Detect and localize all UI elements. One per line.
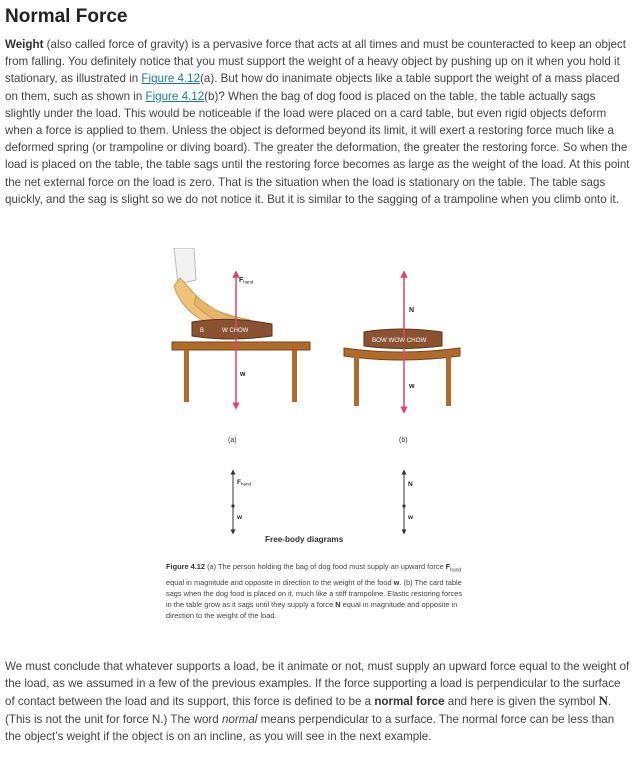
text-run: We must conclude that whatever supports a load, be it animate or not, must supply an upward force equal to the weight of the load, as we assumed in a few of the previous examples. If the force supporting a load is perpendicular to the surface of contact between the load and its support, this force is defined to be a — [5, 660, 630, 709]
conclusion-paragraph — [5, 658, 631, 745]
text-run: (also called force of gravity) is a pervasive force that acts at all times and must be counteracted to keep an object from falling. You definitely notice that you must support the weight of a heavy object by pushing up on it when you hold it stationary, as illustrated in — [5, 38, 626, 86]
normal-force-label: N — [409, 307, 415, 314]
scene-b — [344, 274, 460, 444]
caption-f-symbol: F — [445, 562, 451, 571]
text-run: means perpendicular to a surface. The normal force can be less than the object’s weight if the object is on an incline, as you will see in the next example. — [5, 712, 615, 743]
text-run: (a) The person holding the bag of dog food must supply an upward force — [205, 562, 446, 571]
text-run: . (This is not the unit for force N.) The word — [5, 695, 612, 726]
text-run: equal in magnitude and opposite in direction to the weight of the food — [166, 577, 394, 587]
table-a-top — [172, 342, 310, 350]
table-b-leg — [354, 354, 359, 406]
term-normal-italic: normal — [221, 712, 258, 726]
fbd-weight-label-a: w — [237, 514, 243, 521]
figure-4-12-link-b[interactable]: Figure 4.12 — [145, 89, 205, 103]
term-weight: Weight — [5, 38, 44, 51]
bag-a-text: W CHOW — [222, 328, 249, 334]
figure-4-12-link-a[interactable]: Figure 4.12 — [141, 72, 201, 86]
table-a-leg — [184, 350, 189, 402]
bag-a-left-letter: B — [200, 328, 205, 334]
fbd-b — [402, 472, 414, 532]
fbd-point-a — [231, 504, 234, 507]
fbd-point-b — [402, 504, 405, 507]
free-body-diagrams-title: Free-body diagrams — [265, 535, 344, 544]
intro-paragraph — [5, 36, 631, 208]
table-a-leg — [292, 350, 297, 402]
text-run: . (b) The card table sags when the dog food is placed on it, much like a stiff trampoline. Elastic restoring forces in the table grow as it sags until they supply a force — [166, 577, 463, 609]
bag-b-text: BOW WOW CHOW — [372, 337, 427, 344]
caption-w-symbol: w — [393, 577, 400, 587]
text-run: (b)? When the bag of dog food is placed on the table, the table actually sags slightly under the load. This would be noticeable if the load were placed on a card table, but even rigid objects deform when a force is applied to them. Unless the object is deformed beyond its limit, it will exert a restoring force much like a deformed spring (or trampoline or diving board). The greater the deformation, the greater the restoring force. So when the load is placed on the table, the table sags until the restoring force becomes as large as the weight of the load. At this point the net external force on the load is zero. That is the situation when the load is stationary on the table. The table sags quickly, and the sag is slight so we do not notice it. But it is similar to the sagging of a trampoline when you climb onto it. — [5, 89, 630, 206]
text-run: equal in magnitude and opposite in direction to the weight of the load. — [166, 599, 458, 620]
fbd-f-hand-label: $F_{hand}$ — [237, 479, 251, 487]
page-title: Normal Force — [5, 6, 128, 27]
weight-label-a: w — [240, 371, 246, 378]
caption-n-symbol: N — [335, 599, 341, 609]
caption-figure-number: Figure 4.12 — [166, 562, 206, 571]
f-hand-label: $F_{hand}$ — [239, 277, 254, 285]
sleeve-shape — [174, 248, 196, 284]
label-b: (b) — [399, 437, 408, 444]
label-a: (a) — [228, 437, 237, 444]
weight-label-b: w — [409, 383, 415, 390]
figure-caption — [166, 561, 466, 621]
text-run: (a). But how do inanimate objects like a table support the weight of a mass placed on them, such as shown in — [5, 72, 620, 103]
symbol-n: N — [598, 693, 608, 709]
table-b-leg — [446, 354, 451, 406]
fbd-normal-label: N — [408, 481, 413, 488]
scene-a — [172, 248, 310, 444]
table-b-top — [344, 348, 460, 360]
term-normal-force: normal force — [374, 695, 445, 709]
caption-hand-subscript: hand — [450, 567, 462, 574]
fbd-weight-label-b: w — [408, 514, 414, 521]
fbd-a — [231, 472, 251, 532]
text-run: and here is given the symbol — [444, 695, 599, 709]
